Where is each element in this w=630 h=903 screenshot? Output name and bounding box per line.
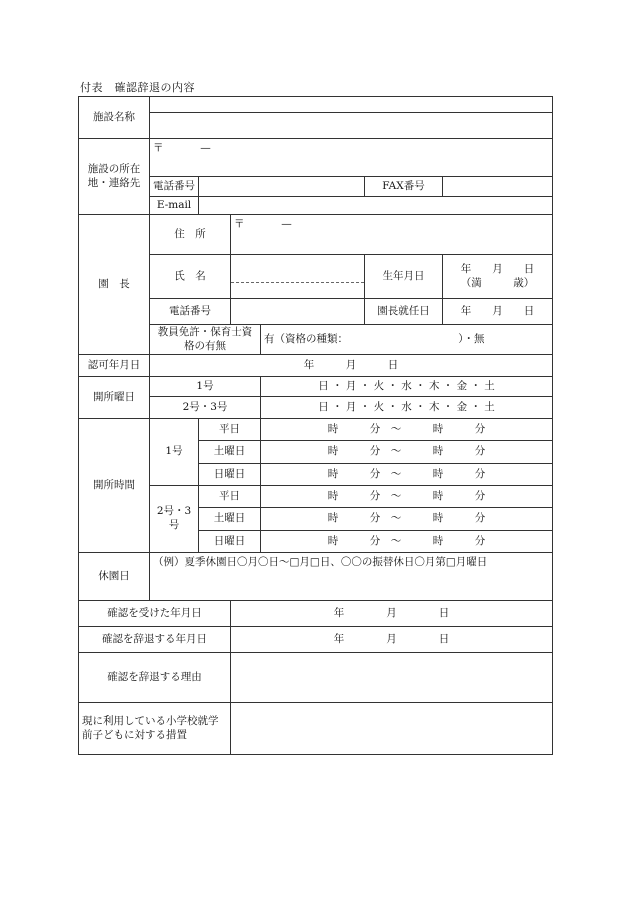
facility-fax-label: FAX番号 [365,177,443,197]
withdrawal-form-table [78,96,553,755]
open-days-label: 開所曜日 [79,377,150,419]
hours-field[interactable]: 時 分 ～ 時 分 [261,508,553,531]
hours-field[interactable]: 時 分 ～ 時 分 [261,486,553,508]
holidays-label: 休園日 [79,553,150,601]
hours-field[interactable]: 時 分 ～ 時 分 [261,531,553,553]
facility-phone-field[interactable] [199,177,365,197]
director-name-field[interactable] [231,255,365,299]
facility-fax-field[interactable] [443,177,553,197]
open-days-type-1: 1号 [150,377,261,397]
facility-phone-label: 電話番号 [150,177,199,197]
director-phone-label: 電話番号 [150,299,231,325]
hours-day-sunday: 日曜日 [199,531,261,553]
facility-name-field[interactable] [150,113,553,139]
open-days-field-1[interactable]: 日 ・ 月 ・ 火 ・ 水 ・ 木 ・ 金 ・ 土 [261,377,553,397]
open-hours-label: 開所時間 [79,419,150,553]
open-hours-type-1: 1号 [150,419,199,486]
withdraw-reason-field[interactable] [231,653,553,703]
facility-location-label: 施設の所在地・連絡先 [79,139,150,215]
postal-dash: — [200,142,211,154]
hours-day-saturday: 土曜日 [199,441,261,464]
hours-day-weekday: 平日 [199,486,261,508]
facility-name-label: 施設名称 [79,97,150,139]
document-title: 付表 確認辞退の内容 [80,81,195,94]
age-value: （満 歳） [460,276,535,289]
hours-field[interactable]: 時 分 ～ 時 分 [261,464,553,486]
hours-day-sunday: 日曜日 [199,464,261,486]
facility-address-field[interactable] [150,139,553,177]
open-days-field-2-3[interactable]: 日 ・ 月 ・ 火 ・ 水 ・ 木 ・ 金 ・ 土 [261,397,553,419]
withdraw-reason-label: 確認を辞退する理由 [79,653,231,703]
director-label: 園 長 [79,215,150,355]
open-hours-type-2-3: 2号・3号 [150,486,199,553]
license-field[interactable]: 有（資格の種類： ）・無 [261,325,553,355]
birthdate-value: 年 月 日 [460,262,535,275]
director-appointed-field[interactable]: 年 月 日 [443,299,553,325]
holidays-field[interactable]: （例）夏季休園日〇月〇日～□月□日、〇〇の振替休日〇月第□月曜日 [150,553,553,601]
director-appointed-label: 園長就任日 [365,299,443,325]
hours-day-weekday: 平日 [199,419,261,441]
director-address-label: 住 所 [150,215,231,255]
withdraw-date-label: 確認を辞退する年月日 [79,627,231,653]
hours-field[interactable]: 時 分 ～ 時 分 [261,419,553,441]
director-postal-mark: 〒 [234,218,245,230]
facility-email-field[interactable] [199,197,553,215]
facility-email-label: E-mail [150,197,199,215]
received-date-field[interactable]: 年 月 日 [231,601,553,627]
received-date-label: 確認を受けた年月日 [79,601,231,627]
postal-mark: 〒 [153,142,164,154]
measures-field[interactable] [231,703,553,755]
director-name-label: 氏 名 [150,255,231,299]
measures-label: 現に利用している小学校就学前子どもに対する措置 [79,703,231,755]
withdraw-date-field[interactable]: 年 月 日 [231,627,553,653]
open-days-type-2-3: 2号・3号 [150,397,261,419]
facility-name-furigana-field[interactable] [150,97,553,113]
license-label: 教員免許・保育士資格の有無 [150,325,261,355]
director-postal-dash: — [281,218,292,230]
director-phone-field[interactable] [231,299,365,325]
approval-date-label: 認可年月日 [79,355,150,377]
director-birthdate-field[interactable] [443,255,553,299]
approval-date-field[interactable]: 年 月 日 [150,355,553,377]
hours-day-saturday: 土曜日 [199,508,261,531]
hours-field[interactable]: 時 分 ～ 時 分 [261,441,553,464]
director-birthdate-label: 生年月日 [365,255,443,299]
director-address-field[interactable] [231,215,553,255]
